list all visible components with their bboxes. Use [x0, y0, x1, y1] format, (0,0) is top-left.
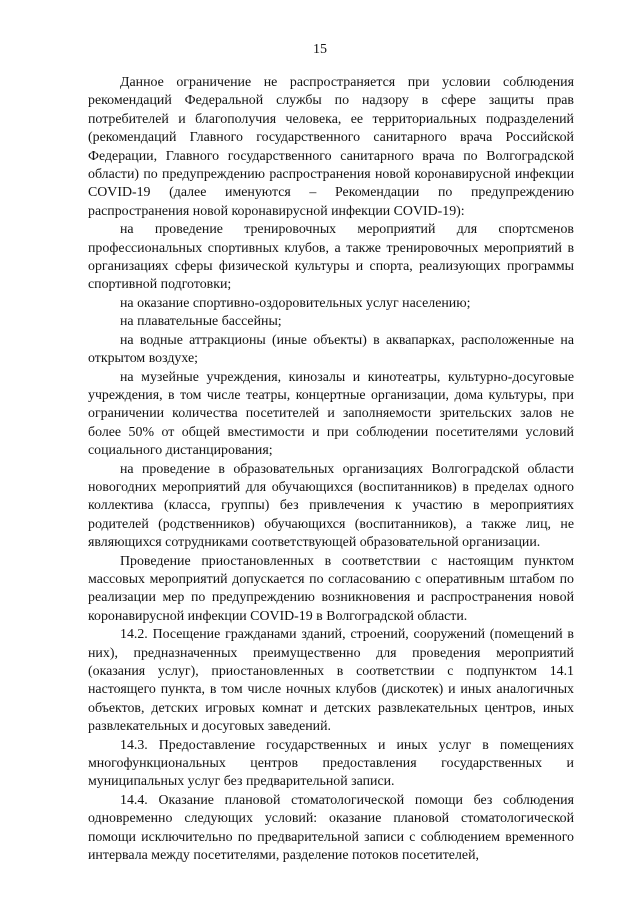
- paragraph-swimming-pools: на плавательные бассейны;: [120, 314, 282, 330]
- paragraph-14-2: 14.2. Посещение гражданами зданий, строений, сооружений (помещений в них), предназначенных преимущественно для проведения мероприятий (оказания услуг), приостановленных в соответствии с подпунктом 14.1 настоящего пункта, в том числе ночных клубов (дискотек) и иных аналогичных объектов, детских игровых комнат и детских развлекательных центров, иных развлекательных и досуговых заведений.: [88, 627, 574, 735]
- paragraph-museums-cinemas: на музейные учреждения, кинозалы и кинотеатры, культурно-досуговые учреждения, в том числе театры, концертные организации, дома культуры, при ограничении количества посетителей и заполняемости зрительских залов не более 50% от общей вместимости и при соблюдении посетителями условий социального дистанцирования;: [88, 369, 574, 459]
- paragraph-training-events: на проведение тренировочных мероприятий для спортсменов профессиональных спортивных клубов, а также тренировочных мероприятий в организациях сферы физической культуры и спорта, реализующих программы спортивной подготовки;: [88, 222, 574, 293]
- paragraph-new-year-events: на проведение в образовательных организациях Волгоградской области новогодних мероприятий для обучающихся (воспитанников) в пределах одного коллектива (класса, группы) без привлечения к участию в мероприятиях родителей (родственников) обучающихся (воспитанников), а также лиц, не являющихся сотрудниками соответствующей образовательной организации.: [88, 461, 574, 551]
- paragraph-restriction-exception: Данное ограничение не распространяется при условии соблюдения рекомендаций Федеральной службы по надзору в сфере защиты прав потребителей и благополучия человека, ее территориальных подразделений (рекомендаций Главного государственного санитарного врача Российской Федерации, Главного государственного санитарного врача по Волгоградской области) по предупреждению распространения новой коронавирусной инфекции COVID-19 (далее именуются – Рекомендации по предупреждению распространения новой коронавирусной инфекции COVID-19):: [88, 75, 574, 219]
- paragraph-sports-services: на оказание спортивно-оздоровительных услуг населению;: [120, 295, 471, 311]
- paragraph-14-4: 14.4. Оказание плановой стоматологической помощи без соблюдения одновременно следующих условий: оказание плановой стоматологической помощи исключительно по предварительной записи с соблюдением временного интервала между посетителями, разделение потоков посетителей,: [88, 792, 574, 864]
- paragraph-14-3: 14.3. Предоставление государственных и иных услуг в помещениях многофункциональных центров предоставления государственных и муниципальных услуг без предварительной записи.: [88, 737, 574, 790]
- document-body: [88, 74, 574, 865]
- paragraph-mass-events-approval: Проведение приостановленных в соответствии с настоящим пунктом массовых мероприятий допускается по согласованию с оперативным штабом по реализации мер по предупреждению возникновения и распространения новой коронавирусной инфекции COVID-19 в Волгоградской области.: [88, 553, 574, 624]
- paragraph-water-attractions: на водные аттракционы (иные объекты) в аквапарках, расположенные на открытом воздухе;: [88, 332, 574, 367]
- page-number: 15: [313, 42, 327, 57]
